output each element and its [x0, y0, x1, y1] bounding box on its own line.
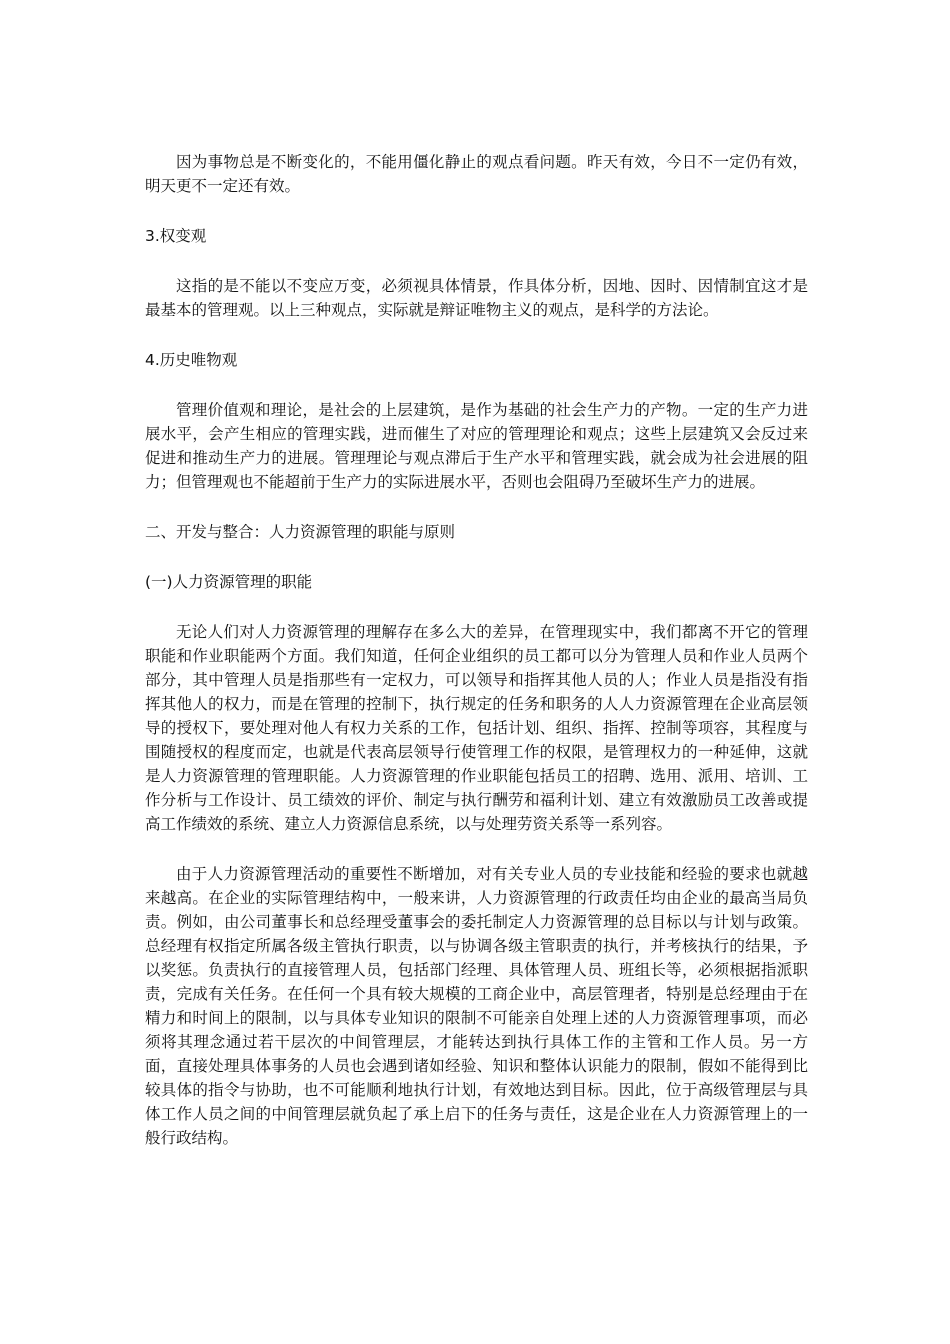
subsection-heading: (一)人力资源管理的职能	[145, 573, 313, 591]
paragraph: 由于人力资源管理活动的重要性不断增加，对有关专业人员的专业技能和经验的要求也就越来越高。在企业的实际管理结构中，一般来讲，人力资源管理的行政责任均由企业的最高当局负责。例如，由公司董事长和总经理受董事会的委托制定人力资源管理的总目标以与计划与政策。总经理有权指定所属各级主管执行职责，以与协调各级主管职责的执行，并考核执行的结果，予以奖惩。负责执行的直接管理人员，包括部门经理、具体管理人员、班组长等，必须根据指派职责，完成有关任务。在任何一个具有较大规模的工商企业中，高层管理者，特别是总经理由于在精力和时间上的限制，以与具体专业知识的限制不可能亲自处理上述的人力资源管理事项，而必须将其理念通过若干层次的中间管理层，才能转达到执行具体工作的主管和工作人员。另一方面，直接处理具体事务的人员也会遇到诸如经验、知识和整体认识能力的限制，假如不能得到比较具体的指令与协助，也不可能顺利地执行计划，有效地达到目标。因此，位于高级管理层与具体工作人员之间的中间管理层就负起了承上启下的任务与责任，这是企业在人力资源管理上的一般行政结构。	[145, 865, 808, 1147]
paragraph: 无论人们对人力资源管理的理解存在多么大的差异，在管理现实中，我们都离不开它的管理职能和作业职能两个方面。我们知道，任何企业组织的员工都可以分为管理人员和作业人员两个部分，其中管理人员是指那些有一定权力，可以领导和指挥其他人员的人；作业人员是指没有指挥其他人的权力，而是在管理的控制下，执行规定的任务和职务的人人力资源管理在企业高层领导的授权下，要处理对他人有权力关系的工作，包括计划、组织、指挥、控制等项容，其程度与围随授权的程度而定，也就是代表高层领导行使管理工作的权限，是管理权力的一种延伸，这就是人力资源管理的管理职能。人力资源管理的作业职能包括员工的招聘、选用、派用、培训、工作分析与工作设计、员工绩效的评价、制定与执行酬劳和福利计划、建立有效激励员工改善或提高工作绩效的系统、建立人力资源信息系统，以与处理劳资关系等一系列容。	[145, 623, 808, 833]
document-page	[145, 150, 808, 1150]
paragraph: 这指的是不能以不变应万变，必须视具体情景，作具体分析，因地、因时、因情制宜这才是最基本的管理观。以上三种观点，实际就是辩证唯物主义的观点，是科学的方法论。	[145, 277, 808, 319]
section-heading: 4.历史唯物观	[145, 351, 238, 369]
chapter-heading: 二、开发与整合：人力资源管理的职能与原则	[145, 523, 456, 541]
section-heading: 3.权变观	[145, 227, 207, 245]
paragraph: 管理价值观和理论，是社会的上层建筑，是作为基础的社会生产力的产物。一定的生产力进展水平，会产生相应的管理实践，进而催生了对应的管理理论和观点；这些上层建筑又会反过来促进和推动生产力的进展。管理理论与观点滞后于生产水平和管理实践，就会成为社会进展的阻力；但管理观也不能超前于生产力的实际进展水平，否则也会阻碍乃至破坏生产力的进展。	[145, 401, 808, 491]
paragraph: 因为事物总是不断变化的，不能用僵化静止的观点看问题。昨天有效，今日不一定仍有效，明天更不一定还有效。	[145, 153, 808, 195]
